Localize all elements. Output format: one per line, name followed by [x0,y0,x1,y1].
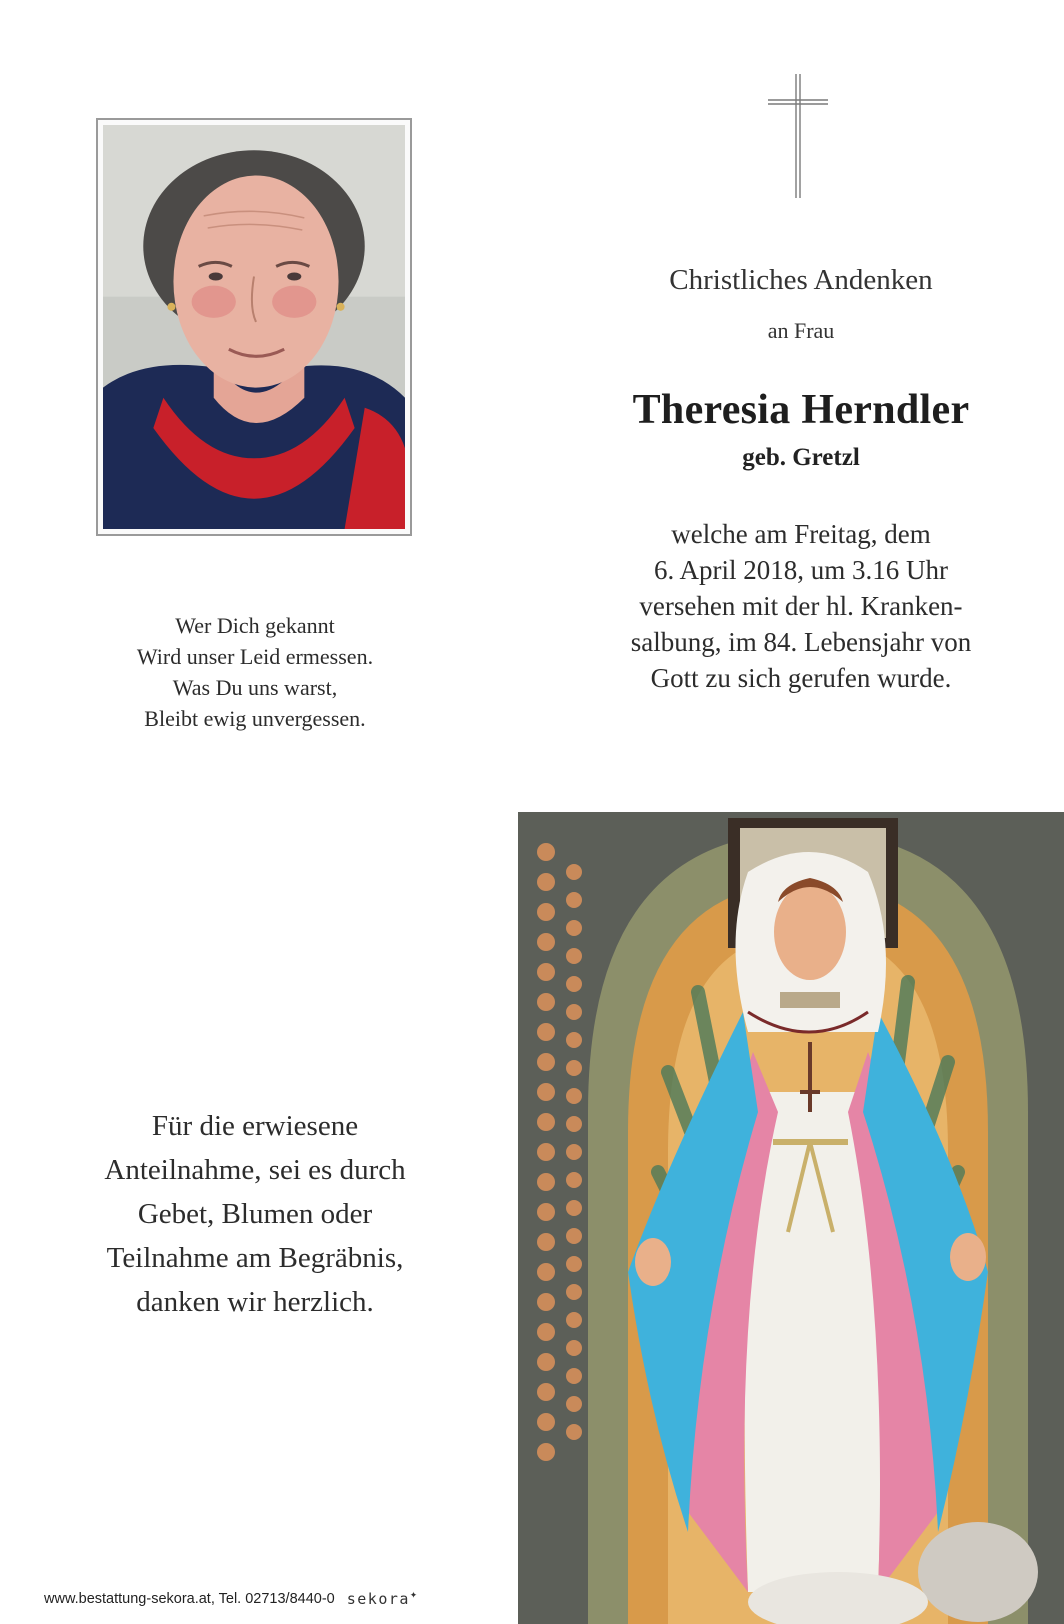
poem-line: Bleibt ewig unvergessen. [144,706,366,731]
portrait-frame [96,118,412,536]
right-top-panel [538,0,1064,808]
deceased-name: Theresia Herndler [632,387,970,433]
death-notice-line: welche am Freitag, dem [671,519,931,549]
death-notice-line: Gott zu sich gerufen wurde. [650,663,952,693]
portrait-photo [103,125,405,529]
heading: Christliches Andenken [669,264,933,296]
poem-line: Wird unser Leid ermessen. [136,644,374,669]
death-notice-line: 6. April 2018, um 3.16 Uhr [654,555,948,585]
memorial-poem [60,610,450,734]
bird-icon: ✦ [409,1587,419,1601]
left-bottom-panel [0,808,518,1624]
left-top-panel [0,0,538,808]
footer [44,1584,514,1614]
birth-name: geb. Gretzl [742,444,860,471]
thanks-line: danken wir herzlich. [136,1286,374,1318]
poem-line: Was Du uns warst, [172,675,338,700]
thanks-line: Teilnahme am Begräbnis, [106,1242,404,1274]
death-notice-line: salbung, im 84. Lebensjahr von [630,627,972,657]
thanks-line: Für die erwiesene [151,1110,359,1142]
footer-contact: www.bestattung-sekora.at, Tel. 02713/8440-0 [44,1591,335,1607]
thanks-line: Gebet, Blumen oder [137,1198,373,1230]
cross-icon [766,72,830,200]
death-notice [538,516,1064,696]
thanks-message [40,1104,470,1324]
thanks-line: Anteilnahme, sei es durch [104,1154,406,1186]
poem-line: Wer Dich gekannt [175,613,335,638]
madonna-statue-photo [518,812,1064,1624]
death-notice-line: versehen mit der hl. Kranken- [639,591,963,621]
sekora-logo [346,1587,419,1608]
logo-text: sekora [346,1590,410,1608]
salutation: an Frau [767,318,835,343]
